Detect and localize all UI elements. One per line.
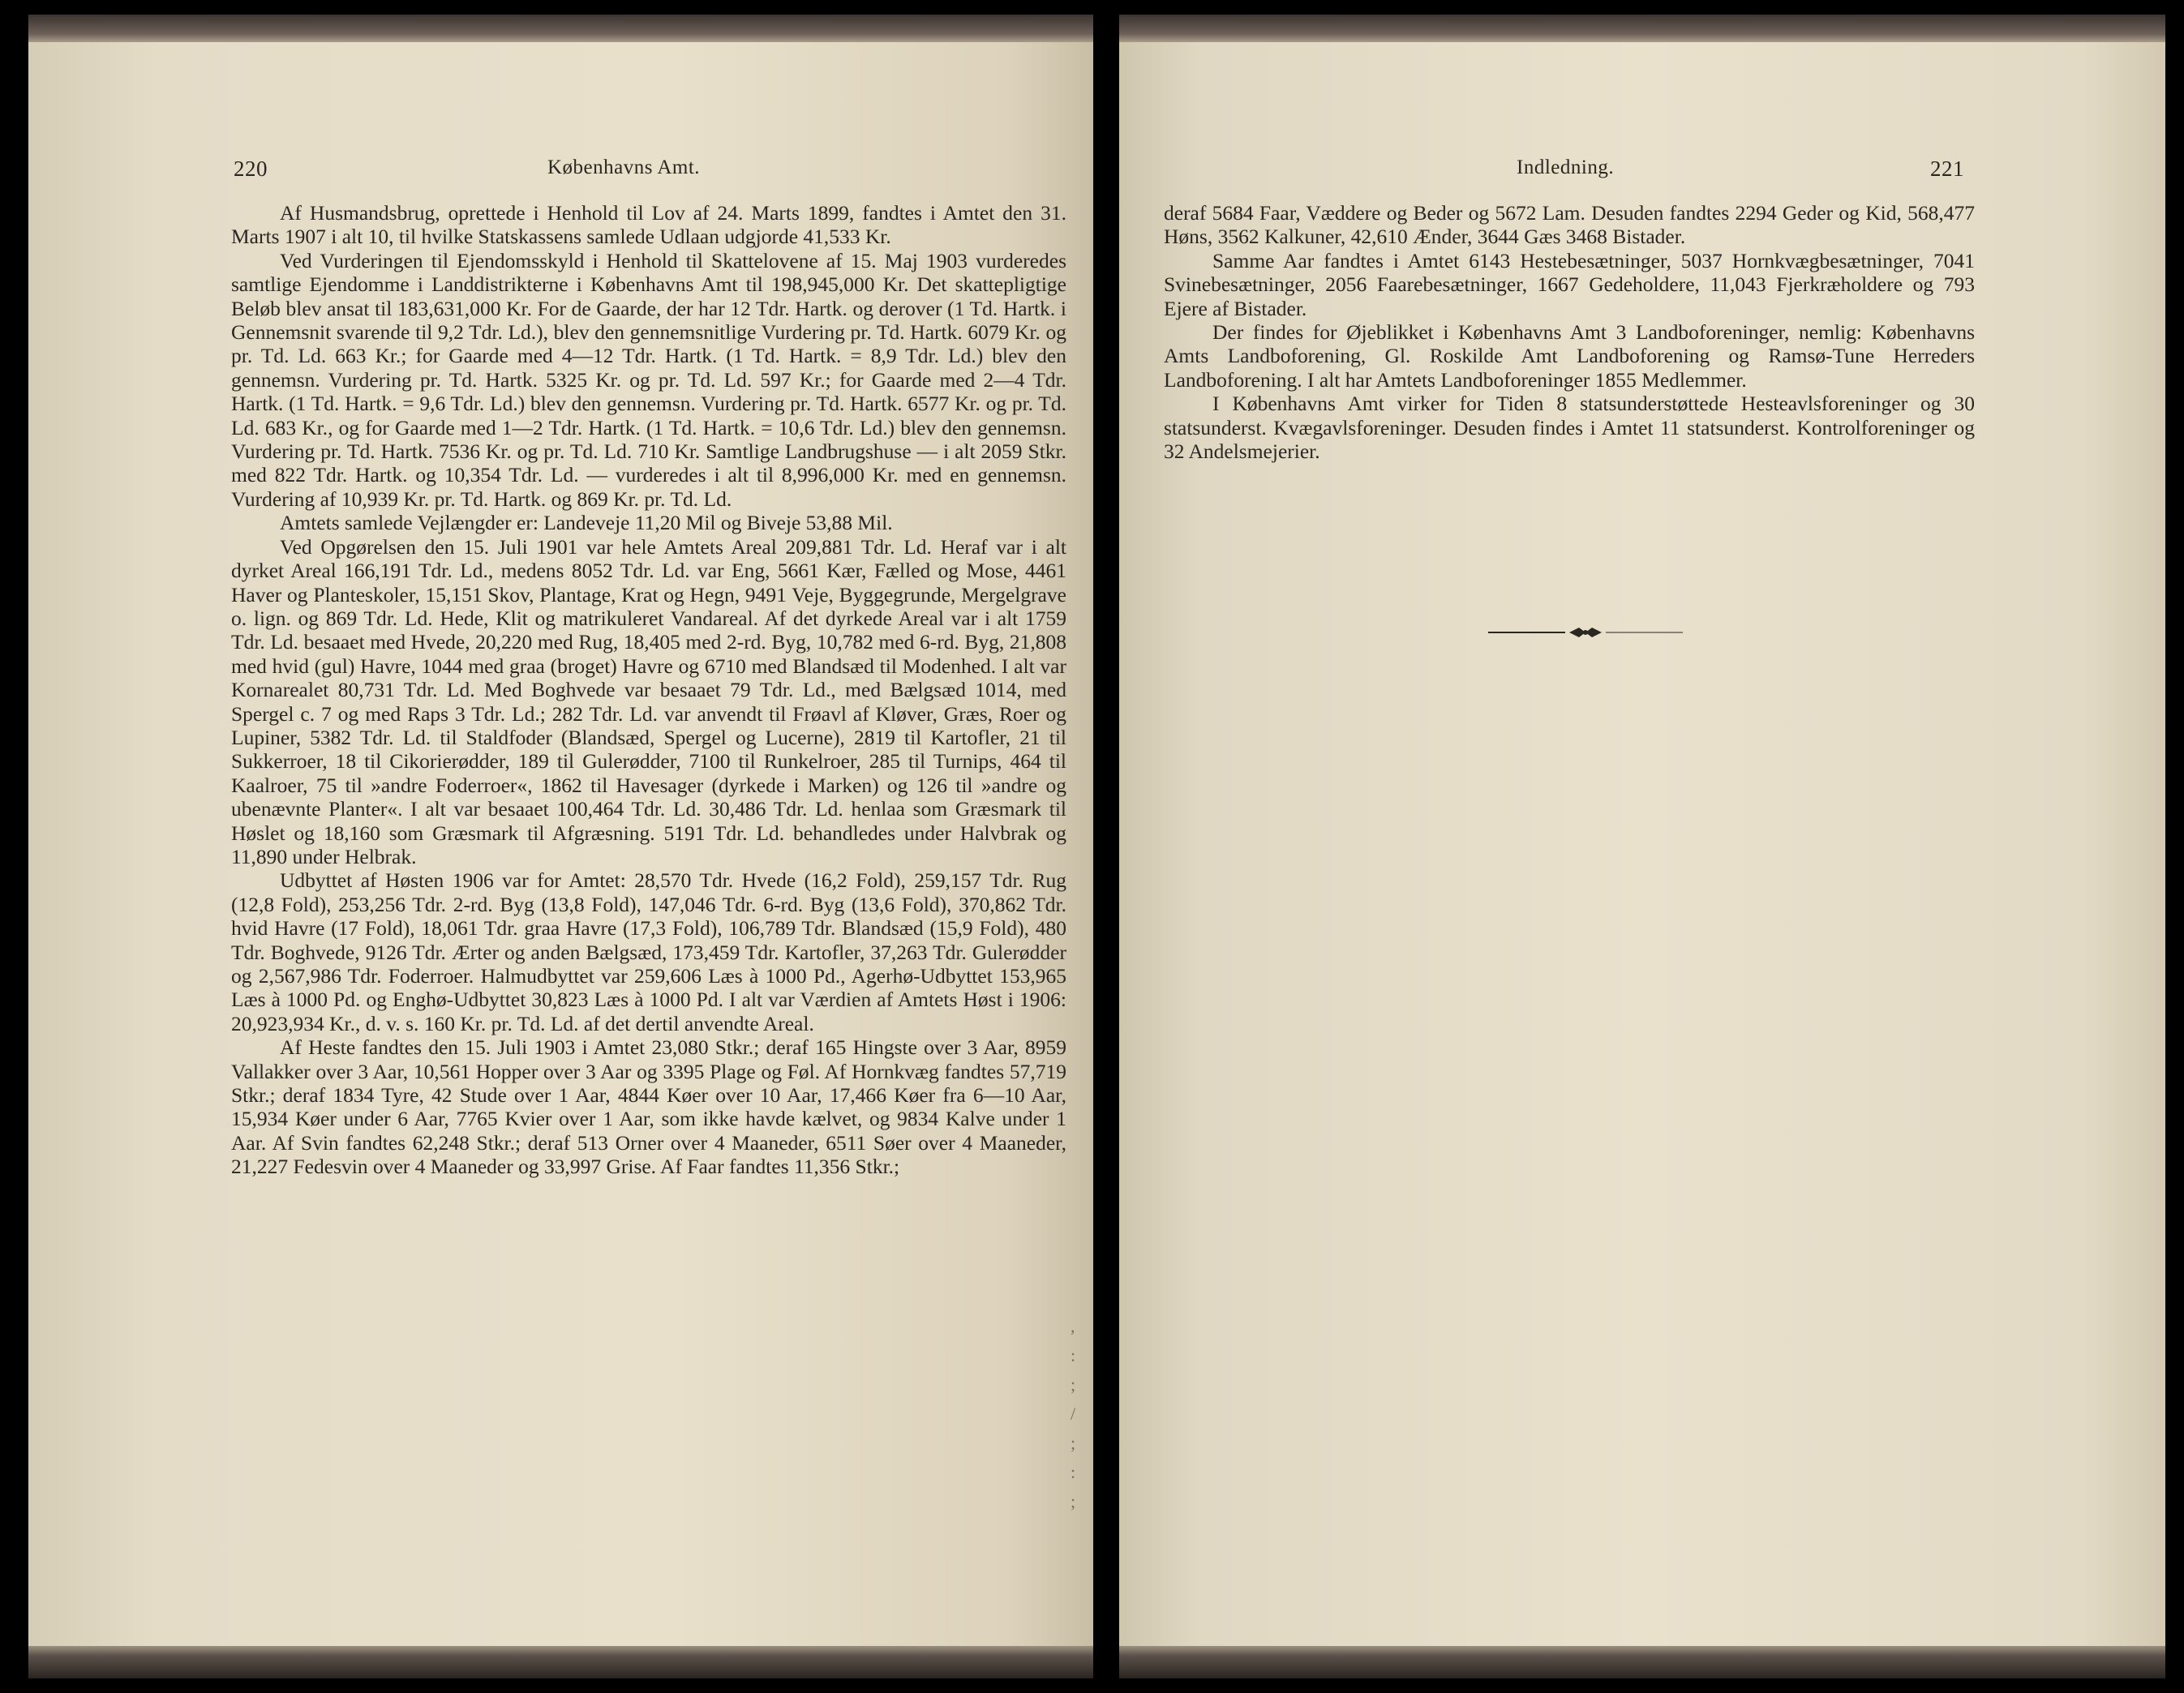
page-number: 221 bbox=[1930, 156, 1964, 181]
gutter-bleed-marks: , : ; / ; : ; bbox=[1071, 1316, 1076, 1511]
left-page-body bbox=[231, 201, 1066, 1179]
left-page-header bbox=[28, 156, 1093, 189]
page-bottom-shadow bbox=[28, 1646, 1093, 1678]
right-page-header bbox=[1119, 156, 2165, 189]
paragraph: deraf 5684 Faar, Væddere og Beder og 5672 Lam. Desuden fandtes 2294 Geder og Kid, 568,477 Høns, 3562 Kalkuner, 42,610 Ænder, 3644 Gæs 3468 Bistader. bbox=[1164, 201, 1975, 249]
paragraph: I Københavns Amt virker for Tiden 8 statsunderstøttede Hesteavlsforeninger og 30 statsunderst. Kvægavlsforeninger. Desuden findes i Amtet 11 statsunderst. Kontrolforeninger og 32 Andelsmejerier. bbox=[1164, 392, 1975, 464]
running-head: Indledning. bbox=[1517, 156, 1615, 178]
paragraph: Samme Aar fandtes i Amtet 6143 Hestebesætninger, 5037 Hornkvægbesætninger, 7041 Svinebesætninger, 2056 Faarebesætninger, 1667 Gedeholdere, 11,043 Fjerkræholdere og 793 Ejere af Bistader. bbox=[1164, 248, 1975, 320]
paragraph: Amtets samlede Vejlængder er: Landeveje 11,20 Mil og Biveje 53,88 Mil. bbox=[280, 511, 893, 535]
page-number: 220 bbox=[234, 156, 268, 181]
page-top-shadow bbox=[1119, 15, 2165, 42]
paragraph: Af Heste fandtes den 15. Juli 1903 i Amtet 23,080 Stkr.; deraf 165 Hingste over 3 Aar, 8959 Vallakker over 3 Aar, 10,561 Hopper over 3 Aar og 3395 Plage og Føl. Af Hornkvæg fandtes 57,719 Stkr.; deraf 1834 Tyre, 42 Stude over 1 Aar, 4844 Køer over 10 Aar, 17,466 Køer fra 6—10 Aar, 15,934 Køer under 6 Aar, 7765 Kvier over 1 Aar, som ikke havde kælvet, og 9834 Kalve under 1 Aar. Af Svin fandtes 62,248 Stkr.; deraf 513 Orner over 4 Maaneder, 6511 Søer over 4 Maaneder, 21,227 Fedesvin over 4 Maaneder og 33,997 Grise. Af Faar fandtes 11,356 Stkr.; bbox=[231, 1035, 1066, 1179]
running-head: Københavns Amt. bbox=[547, 156, 701, 178]
right-page-body bbox=[1164, 201, 1975, 463]
paragraph: Der findes for Øjeblikket i Københavns Amt 3 Landboforeninger, nemlig: Københavns Amts Landboforening, Gl. Roskilde Amt Landboforening og Ramsø-Tune Herreders Landboforening. I alt har Amtets Landboforeninger 1855 Medlemmer. bbox=[1164, 320, 1975, 392]
paragraph: Af Husmandsbrug, oprettede i Henhold til Lov af 24. Marts 1899, fandtes i Amtet den 31. Marts 1907 i alt 10, til hvilke Statskassens samlede Udlaan udgjorde 41,533 Kr. bbox=[231, 201, 1066, 249]
page-bottom-shadow bbox=[1119, 1646, 2165, 1678]
paragraph: Ved Vurderingen til Ejendomsskyld i Henhold til Skattelovene af 15. Maj 1903 vurderedes samtlige Ejendomme i Landdistrikterne i Københavns Amt til 198,945,000 Kr. Det skattepligtige Beløb blev ansat til 183,631,000 Kr. For de Gaarde, der har 12 Tdr. Hartk. og derover (1 Td. Hartk. i Gennemsnit svarende til 9,2 Tdr. Ld.), blev den gennemsnitlige Vurdering pr. Td. Hartk. 6079 Kr. og pr. Td. Ld. 663 Kr.; for Gaarde med 4—12 Tdr. Hartk. (1 Td. Hartk. = 8,9 Tdr. Ld.) blev den gennemsn. Vurdering pr. Td. Hartk. 5325 Kr. og pr. Td. Ld. 597 Kr.; for Gaarde med 2—4 Tdr. Hartk. (1 Td. Hartk. = 9,6 Tdr. Ld.) blev den gennemsn. Vurdering pr. Td. Hartk. 6577 Kr. og pr. Td. Ld. 683 Kr., og for Gaarde med 1—2 Tdr. Hartk. (1 Td. Hartk. = 10,6 Tdr. Ld.) blev den gennemsn. Vurdering pr. Td. Hartk. 7536 Kr. og pr. Td. Ld. 710 Kr. Samtlige Landbrugshuse — i alt 2059 Stkr. med 822 Tdr. Hartk. og 10,354 Tdr. Ld. — vurderedes i alt til 8,996,000 Kr. med en gennemsn. Vurdering af 10,939 Kr. pr. Td. Hartk. og 869 Kr. pr. Td. Ld. bbox=[231, 248, 1066, 511]
ornament-rule-icon bbox=[1488, 624, 1683, 641]
page-top-shadow bbox=[28, 15, 1093, 42]
paragraph: Ved Opgørelsen den 15. Juli 1901 var hele Amtets Areal 209,881 Tdr. Ld. Heraf var i alt dyrket Areal 166,191 Tdr. Ld., medens 8052 Tdr. Ld. var Eng, 5661 Kær, Fælled og Mose, 4461 Haver og Planteskoler, 15,151 Skov, Plantage, Krat og Hegn, 9491 Veje, Byggegrunde, Mergelgrave o. lign. og 869 Tdr. Ld. Hede, Klit og matrikuleret Vandareal. Af det dyrkede Areal var i alt 1759 Tdr. Ld. besaaet med Hvede, 20,220 med Rug, 18,405 med 2-rd. Byg, 10,782 med 6-rd. Byg, 21,808 med hvid (gul) Havre, 1044 med graa (broget) Havre og 6710 med Blandsæd til Modenhed. I alt var Kornarealet 80,731 Tdr. Ld. Med Boghvede var besaaet 79 Tdr. Ld., med Bælgsæd 1014, med Spergel c. 7 og med Raps 3 Tdr. Ld.; 282 Tdr. Ld. var anvendt til Frøavl af Kløver, Græs, Roer og Lupiner, 5382 Tdr. Ld. til Staldfoder (Blandsæd, Spergel og Lucerne), 2819 til Kartofler, 21 til Sukkerroer, 18 til Cikorierødder, 189 til Gulerødder, 7100 til Runkelroer, 285 til Turnips, 464 til Kaalroer, 75 til »andre Foderroer«, 1862 til Havesager (dyrkede i Marken) og 126 til »andre og ubenævnte Planter«. I alt var besaaet 100,464 Tdr. Ld. 30,486 Tdr. Ld. henlaa som Græsmark til Høslet og 18,160 som Græsmark til Afgræsning. 5191 Tdr. Ld. behandledes under Halvbrak og 11,890 under Helbrak. bbox=[231, 534, 1066, 868]
right-page bbox=[1119, 15, 2165, 1678]
paragraph: Udbyttet af Høsten 1906 var for Amtet: 28,570 Tdr. Hvede (16,2 Fold), 259,157 Tdr. Rug (12,8 Fold), 253,256 Tdr. 2-rd. Byg (13,8 Fold), 147,046 Tdr. 6-rd. Byg (13,6 Fold), 370,862 Tdr. hvid Havre (17 Fold), 18,061 Tdr. graa Havre (17,3 Fold), 106,789 Tdr. Blandsæd (15,9 Fold), 480 Tdr. Boghvede, 9126 Tdr. Ærter og anden Bælgsæd, 173,459 Tdr. Kartofler, 37,263 Tdr. Gulerødder og 2,567,986 Tdr. Foderroer. Halmudbyttet var 259,606 Læs à 1000 Pd., Agerhø-Udbyttet 153,965 Læs à 1000 Pd. og Enghø-Udbyttet 30,823 Læs à 1000 Pd. I alt var Værdien af Amtets Høst i 1906: 20,923,934 Kr., d. v. s. 160 Kr. pr. Td. Ld. af det dertil anvendte Areal. bbox=[231, 868, 1066, 1035]
left-page bbox=[28, 15, 1093, 1678]
